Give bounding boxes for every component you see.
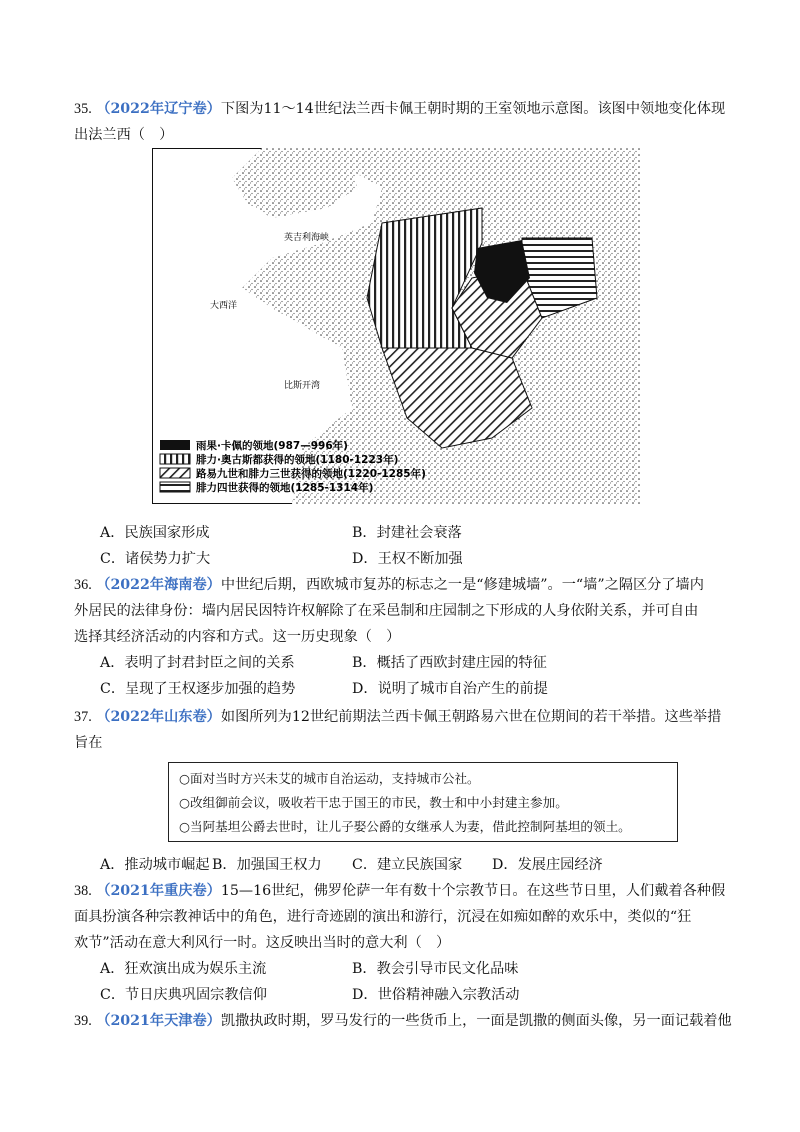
question-38 [74, 878, 734, 956]
option-b[interactable]: B．概括了西欧封建庄园的特征 [352, 655, 547, 671]
map-label-bay: 比斯开湾 [284, 381, 321, 391]
option-d[interactable]: D．发展庄园经济 [492, 857, 603, 873]
option-c[interactable]: C．建立民族国家 [352, 857, 463, 873]
measures-box [168, 762, 678, 842]
question-number: 37. [74, 709, 92, 725]
option-a[interactable]: A．民族国家形成 [100, 525, 210, 541]
question-number: 35. [74, 101, 92, 117]
q35-options [100, 520, 740, 572]
option-b[interactable]: B．加强国王权力 [212, 857, 322, 873]
question-stem: 15—16世纪，佛罗伦萨一年有数十个宗教节日。在这些节日里，人们戴着各种假 [220, 883, 726, 899]
option-a[interactable]: A．狂欢演出成为娱乐主流 [100, 961, 267, 977]
question-source: （2021年天津卷） [96, 1013, 221, 1029]
option-b[interactable]: B．封建社会衰落 [352, 525, 462, 541]
question-stem: 如图所列为12世纪前期法兰西卡佩王朝路易六世在位期间的若干举措。这些举措 [220, 709, 722, 725]
question-39 [74, 1008, 734, 1034]
question-source: （2022年海南卷） [96, 577, 221, 593]
question-stem-cont: 选择其经济活动的内容和方式。这一历史现象（ ） [74, 629, 401, 645]
question-number: 36. [74, 577, 92, 593]
measure-item: ○面对当时方兴未艾的城市自治运动，支持城市公社。 [179, 771, 480, 786]
question-stem: 凯撒执政时期，罗马发行的一些货币上，一面是凯撒的侧面头像，另一面记载着他 [220, 1013, 732, 1029]
question-source: （2022年辽宁卷） [96, 101, 221, 117]
legend-hugh-capet: 雨果·卡佩的领地(987—996年) [196, 440, 348, 452]
question-stem: 中世纪后期，西欧城市复苏的标志之一是“修建城墙”。一“墙”之隔区分了墙内 [220, 577, 704, 593]
question-stem-cont: 出法兰西（ ） [74, 127, 174, 143]
legend-philip-iv: 腓力四世获得的领地(1285-1314年) [196, 482, 374, 494]
question-37 [74, 704, 734, 756]
map-label-ocean: 大西洋 [210, 301, 238, 311]
question-source: （2021年重庆卷） [96, 883, 221, 899]
option-d[interactable]: D．世俗精神融入宗教活动 [352, 987, 520, 1003]
question-source: （2022年山东卷） [96, 709, 221, 725]
option-b[interactable]: B．教会引导市民文化品味 [352, 961, 519, 977]
question-stem: 下图为11～14世纪法兰西卡佩王朝时期的王室领地示意图。该图中领地变化体现 [220, 101, 726, 117]
q37-options [100, 852, 740, 878]
question-stem-cont: 面具扮演各种宗教神话中的角色，进行奇迹剧的演出和游行，沉浸在如痴如醉的欢乐中，类似的“狂 [74, 909, 692, 925]
q36-options [100, 650, 740, 702]
question-stem-cont: 外居民的法律身份：墙内居民因特许权解除了在采邑制和庄园制之下形成的人身依附关系，并可自由 [74, 603, 699, 619]
map-label-channel: 英吉利海峡 [284, 233, 330, 243]
question-number: 38. [74, 883, 92, 899]
question-number: 39. [74, 1013, 92, 1029]
option-d[interactable]: D．说明了城市自治产生的前提 [352, 681, 548, 697]
question-stem-cont: 旨在 [74, 735, 103, 751]
question-stem-cont: 欢节”活动在意大利风行一时。这反映出当时的意大利（ ） [74, 935, 451, 951]
option-c[interactable]: C．呈现了王权逐步加强的趋势 [100, 681, 296, 697]
option-c[interactable]: C．诸侯势力扩大 [100, 551, 211, 567]
royal-domain-map [152, 148, 640, 504]
option-a[interactable]: A．推动城市崛起 [100, 857, 210, 873]
measure-item: ○当阿基坦公爵去世时，让儿子娶公爵的女继承人为妻，借此控制阿基坦的领土。 [179, 819, 631, 834]
option-c[interactable]: C．节日庆典巩固宗教信仰 [100, 987, 267, 1003]
q38-options [100, 956, 740, 1008]
option-d[interactable]: D．王权不断加强 [352, 551, 463, 567]
question-35 [74, 96, 734, 148]
measure-item: ○改组御前会议，吸收若干忠于国王的市民，教士和中小封建主参加。 [179, 795, 568, 810]
option-a[interactable]: A．表明了封君封臣之间的关系 [100, 655, 295, 671]
legend-philip-augustus: 腓力·奥古斯都获得的领地(1180-1223年) [196, 454, 399, 466]
legend-louis-ix: 路易九世和腓力三世获得的领地(1220-1285年) [196, 468, 426, 480]
question-36 [74, 572, 734, 650]
